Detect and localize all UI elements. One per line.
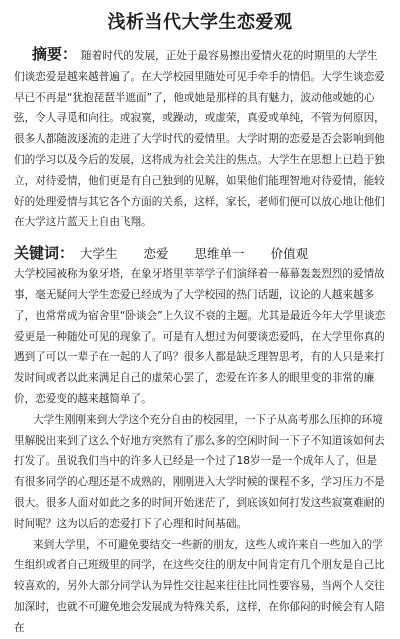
body-paragraph: 大学校园被称为象牙塔，在象牙塔里莘莘学子们演绎着一幕幕轰轰烈烈的爱情故事，毫无疑问大学生恋爱已经成为了大学校园的热门话题，议论的人越来越多了，也常常成为宿舍里“卧谈会”上久议不衰的主题。尤其是最近今年大学里谈恋爱更是一种随处可见的现象了。可是有人想过为何要谈恋爱吗，在大学里你真的遇到了可以一辈子在一起的人了吗？很多人都是缺乏理智思考，有的人只是来打发时间或者以此来满足自己的虚荣心罢了，恋爱在许多人的眼里变的非常的廉价，恋爱变的越来越简单了。: [14, 268, 386, 405]
body-paragraph: 大学生刚刚来到大学这个充分自由的校园里，一下子从高考那么压抑的环境里解脱出来到了这么个好地方突然有了那么多的空闲时间一下子不知道该如何去打发了。虽说我们当中的许多人已经是一个过了18岁一是一个成年人了，但是有很多同学的心理还是不成熟的，刚刚进入大学时候的课程不多，学习压力不是很大。很多人面对如此之多的时间开始迷茫了，到底该如何打发这些寂寞难耐的时间呢？这为以后的恋爱打下了心理和时间基础。: [14, 413, 385, 530]
keywords-label: 关键词：: [14, 244, 75, 263]
body-paragraph: 来到大学里，不可避免要结交一些新的朋友，这些人或许来自一些加入的学生组织或者自己班级里的同学，在这些交往的朋友中间肯定有几个朋友是自己比较喜欢的，另外大部分同学认为异性交往起来往往比同性要容易，当两个人交往加深时，也就不可避免地会发展成为特殊关系，这样，在你郁闷的时候会有人陪在: [14, 538, 385, 634]
keyword-item: 价值观: [270, 246, 309, 262]
keyword-item: 思维单一: [194, 246, 245, 262]
abstract: [14, 44, 386, 233]
abstract-label: 摘要：: [32, 45, 78, 63]
keywords: [14, 243, 386, 264]
document-title: 浅析当代大学生恋爱观: [107, 12, 293, 33]
keyword-item: 大学生: [80, 246, 118, 262]
keyword-item: 恋爱: [143, 246, 169, 262]
abstract-text: 随着时代的发展，正处于最容易擦出爱情火花的时期里的大学生们谈恋爱是越来越普遍了。在大学校园里随处可见手牵手的情侣。大学生谈恋爱早已不再是“犹抱琵琶半遮面”了，他或她是那样的具有魅力，波动他或她的心弦，令人寻觅和向往。或寂寞，或躁动，或虚荣，真爱或单纯，不管为何原因，很多人都随波逐流的走进了大学时代的爱情里。大学时期的恋爱是否会影响到他们的学习以及今后的发展，这将成为社会关注的焦点。大学生在思想上已趋于独立，对待爱情，他们更是有自己独到的见解，如果他们能理智地对待爱情，能较好的处理爱情与其它各个方面的关系，这样，家长，老师们便可以放心地让他们在大学这片蓝天上自由飞翔。: [14, 50, 385, 229]
